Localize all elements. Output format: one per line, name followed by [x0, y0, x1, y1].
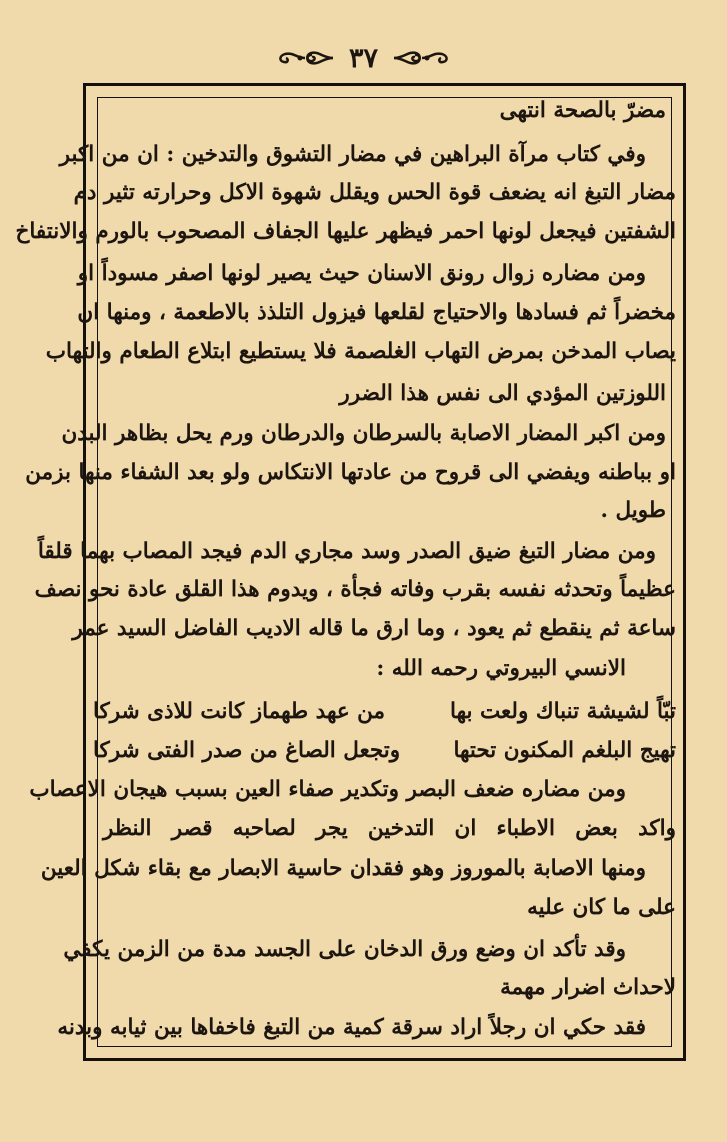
- text-body: [15, 92, 676, 1052]
- text-line: ومن اكبر المضار الاصابة بالسرطان والدرطان ورم يحل بظاهر البدن: [61, 421, 666, 446]
- text-line: او بباطنه ويفضي الى قروح من عادتها الانتكاس ولو بعد الشفاء منها بزمن: [25, 460, 676, 485]
- text-line: ومن مضار التبغ ضيق الصدر وسد مجاري الدم فيجد المصاب بهما قلقاً: [37, 539, 656, 564]
- text-line: طويل .: [600, 498, 666, 523]
- poem-verse: [93, 736, 676, 766]
- left-ornament-icon: [275, 47, 335, 69]
- verse-second-hemistich: وتجعل الصاغ من صدر الفتى شركا: [93, 738, 401, 763]
- verse-first-hemistich: تبّاً لشيشة تنباك ولعت بها: [450, 699, 676, 724]
- page-number: ٣٧: [348, 42, 378, 74]
- text-line: الانسي البيروتي رحمه الله :: [376, 656, 626, 681]
- text-line: وفي كتاب مرآة البراهين في مضار التشوق والتدخين : ان من اكبر: [59, 142, 646, 167]
- text-line: ساعة ثم ينقطع ثم يعود ، وما ارق ما قاله الاديب الفاضل السيد عمر: [72, 616, 676, 641]
- text-line: عظيماً وتحدثه نفسه بقرب وفاته فجأة ، ويدوم هذا القلق عادة نحو نصف: [34, 577, 676, 602]
- text-line: على ما كان عليه: [527, 895, 676, 920]
- text-line: لاحداث اضرار مهمة: [500, 975, 676, 1000]
- text-line: ومن مضاره ضعف البصر وتكدير صفاء العين بسبب هيجان الاعصاب: [29, 777, 626, 802]
- text-line: وقد تأكد ان وضع ورق الدخان على الجسد مدة من الزمن يكفي: [63, 937, 626, 962]
- text-line: مضار التبغ انه يضعف قوة الحس ويقلل شهوة الاكل وحرارته تثير دم: [73, 180, 676, 205]
- text-line: ومنها الاصابة بالموروز وهو فقدان حاسية الابصار مع بقاء شكل العين: [40, 856, 646, 881]
- text-line: مخضراً ثم فسادها والاحتياج لقلعها فيزول التلذذ بالاطعمة ، ومنها ان: [77, 300, 676, 325]
- text-line: ومن مضاره زوال رونق الاسنان حيث يصير لونها اصفر مسوداً او: [77, 261, 646, 286]
- right-ornament-icon: [392, 47, 452, 69]
- text-line: واكد بعض الاطباء ان التدخين يجر لصاحبه قصر النظر: [103, 816, 676, 841]
- text-line: اللوزتين المؤدي الى نفس هذا الضرر: [339, 381, 666, 406]
- verse-first-hemistich: تهيج البلغم المكنون تحتها: [453, 738, 676, 763]
- text-line: فقد حكي ان رجلاً اراد سرقة كمية من التبغ فاخفاها بين ثيابه وبدنه: [57, 1015, 646, 1040]
- text-line: الشفتين فيجعل لونها احمر فيظهر عليها الجفاف المصحوب بالورم والانتفاخ: [15, 219, 676, 244]
- page-header: [0, 38, 727, 78]
- poem-verse: [93, 697, 676, 727]
- text-line: يصاب المدخن بمرض التهاب الغلصمة فلا يستطيع ابتلاع الطعام والتهاب: [45, 339, 676, 364]
- text-line: مضرّ بالصحة انتهى: [499, 98, 666, 123]
- verse-second-hemistich: من عهد طهماز كانت للاذى شركا: [93, 699, 386, 724]
